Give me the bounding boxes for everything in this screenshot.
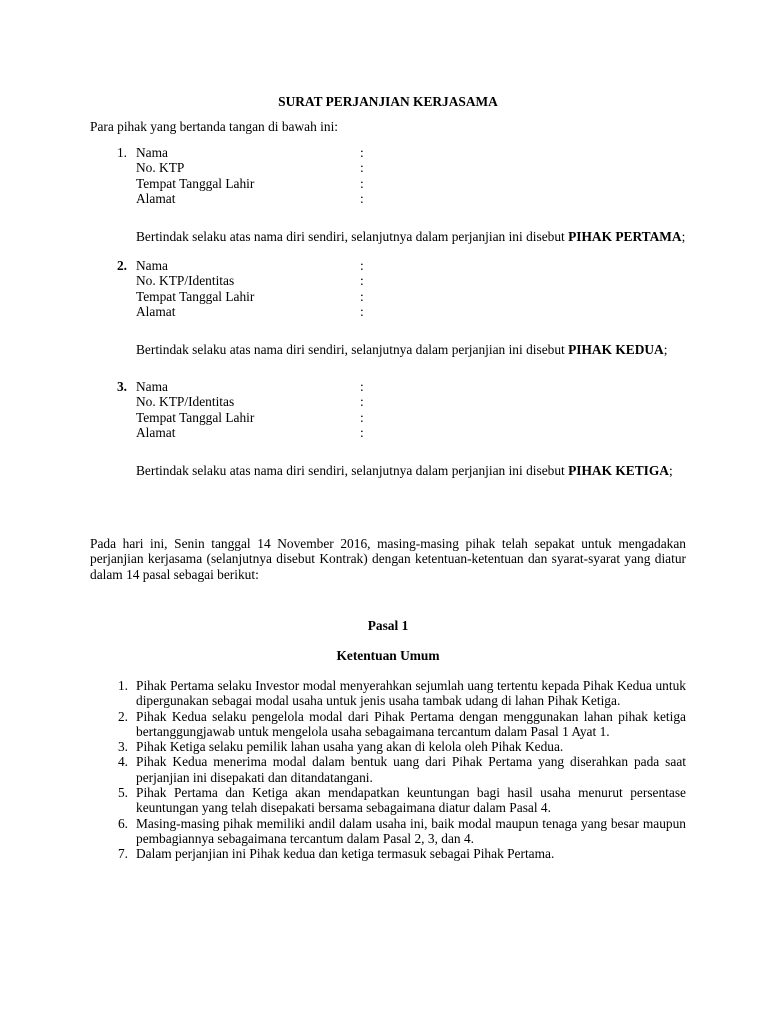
- field-label: Tempat Tanggal Lahir: [136, 409, 255, 425]
- clause-list: [90, 678, 686, 862]
- party-number: 3.: [116, 379, 127, 394]
- field-label: Nama: [136, 379, 168, 394]
- party-description: [136, 229, 686, 244]
- party-description-text: Bertindak selaku atas nama diri sendiri, selanjutnya dalam perjanjian ini disebut: [136, 463, 569, 479]
- field-row: [136, 176, 436, 191]
- party-role: PIHAK PERTAMA: [568, 229, 682, 245]
- party-role: PIHAK KETIGA: [568, 463, 669, 479]
- clause-item: [90, 739, 686, 754]
- field-row: [136, 145, 436, 160]
- clause-item: [90, 816, 686, 847]
- pasal-title: Pasal 1: [367, 618, 409, 633]
- clause-text: Pihak Ketiga selaku pemilik lahan usaha yang akan di kelola oleh Pihak Kedua.: [136, 739, 564, 755]
- clause-number: 4.: [117, 754, 128, 770]
- party-block: [90, 145, 686, 245]
- field-label: Nama: [136, 258, 168, 273]
- opening-paragraph: Pada hari ini, Senin tanggal 14 November 2016, masing-masing pihak telah sepakat untuk mengadakan perjanjian kerjasama (selanjutnya disebut Kontrak) dengan ketentuan-ketentuan dan syarat-syarat yang diatur dalam 14 pasal sebagai berikut:: [90, 536, 686, 582]
- field-colon: :: [360, 409, 364, 425]
- party-description-text: Bertindak selaku atas nama diri sendiri, selanjutnya dalam perjanjian ini disebut: [136, 229, 569, 245]
- field-row: [136, 379, 436, 394]
- party-description-text: Bertindak selaku atas nama diri sendiri, selanjutnya dalam perjanjian ini disebut: [136, 342, 569, 358]
- field-label: Alamat: [136, 303, 176, 319]
- party-block: [90, 379, 686, 479]
- field-colon: :: [360, 273, 364, 289]
- clause-item: [90, 678, 686, 709]
- field-colon: :: [360, 379, 364, 394]
- field-colon: :: [360, 424, 364, 440]
- clause-item: [90, 785, 686, 816]
- field-colon: :: [360, 394, 364, 410]
- clause-number: 2.: [117, 708, 128, 724]
- clause-item: [90, 846, 686, 861]
- clause-text: Pihak Pertama selaku Investor modal menyerahkan sejumlah uang tertentu kepada Pihak Kedua untuk dipergunakan sebagai modal usaha untuk jenis usaha tambak udang di lahan Pihak Ketiga.: [136, 678, 686, 709]
- party-fields: [136, 145, 436, 206]
- clause-number: 1.: [117, 678, 128, 693]
- field-label: No. KTP/Identitas: [136, 273, 235, 289]
- party-fields: [136, 379, 436, 440]
- field-label: Alamat: [136, 190, 176, 206]
- clause-number: 5.: [117, 785, 128, 801]
- field-colon: :: [360, 258, 364, 273]
- field-label: No. KTP: [136, 160, 185, 176]
- clause-item: [90, 709, 686, 740]
- clause-item: [90, 754, 686, 785]
- field-colon: :: [360, 160, 364, 176]
- field-row: [136, 191, 436, 206]
- party-description-end: ;: [663, 342, 668, 358]
- field-label: Nama: [136, 145, 168, 160]
- field-label: No. KTP/Identitas: [136, 394, 235, 410]
- party-block: [90, 258, 686, 358]
- field-row: [136, 425, 436, 440]
- clause-number: 3.: [117, 739, 128, 755]
- intro-text: Para pihak yang bertanda tangan di bawah ini:: [90, 119, 339, 134]
- field-colon: :: [360, 303, 364, 319]
- party-description-end: ;: [668, 463, 673, 479]
- field-row: [136, 160, 436, 175]
- party-number: 2.: [116, 258, 127, 273]
- field-row: [136, 258, 436, 273]
- party-description: [136, 463, 686, 478]
- field-row: [136, 289, 436, 304]
- party-role: PIHAK KEDUA: [568, 342, 664, 358]
- field-row: [136, 410, 436, 425]
- party-description-end: ;: [681, 229, 686, 245]
- clause-number: 6.: [117, 815, 128, 831]
- document-title: SURAT PERJANJIAN KERJASAMA: [278, 94, 498, 109]
- field-colon: :: [360, 288, 364, 304]
- party-number: 1.: [116, 145, 127, 160]
- clause-text: Dalam perjanjian ini Pihak kedua dan ketiga termasuk sebagai Pihak Pertama.: [136, 846, 555, 862]
- field-colon: :: [360, 175, 364, 191]
- clause-text: Masing-masing pihak memiliki andil dalam usaha ini, baik modal maupun tenaga yang besar maupun pembagiannya sebagaimana tercantum dalam Pasal 2, 3, dan 4.: [136, 815, 686, 846]
- field-label: Tempat Tanggal Lahir: [136, 175, 255, 191]
- clause-text: Pihak Kedua menerima modal dalam bentuk uang dari Pihak Pertama yang diserahkan pada saat perjanjian ini disepakati dan ditandatangani.: [136, 754, 686, 785]
- clause-text: Pihak Kedua selaku pengelola modal dari Pihak Pertama dengan menggunakan lahan pihak ketiga bertanggungjawab untuk mengelola usaha sebagaimana tercantum dalam Pasal 1 Ayat 1.: [136, 708, 686, 739]
- field-colon: :: [360, 190, 364, 206]
- field-row: [136, 304, 436, 319]
- field-row: [136, 394, 436, 409]
- field-label: Alamat: [136, 424, 176, 440]
- field-row: [136, 273, 436, 288]
- clause-number: 7.: [117, 846, 128, 862]
- field-colon: :: [360, 145, 364, 160]
- field-label: Tempat Tanggal Lahir: [136, 288, 255, 304]
- pasal-heading: Ketentuan Umum: [336, 648, 440, 663]
- clause-text: Pihak Pertama dan Ketiga akan mendapatkan keuntungan bagi hasil usaha menurut persentase keuntungan yang telah disepakati bersama sebagaimana diatur dalam Pasal 4.: [136, 785, 686, 816]
- party-description: [136, 342, 686, 357]
- party-fields: [136, 258, 436, 319]
